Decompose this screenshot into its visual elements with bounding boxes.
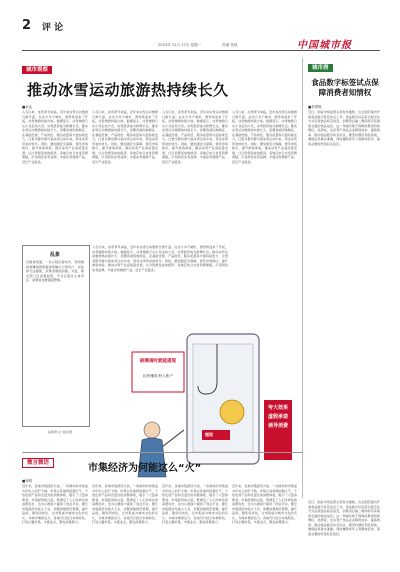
tag-city-tang: 城市唐 xyxy=(308,64,333,72)
main-body-col-4: 入冬以来，冰雪季节来临，近年来冰雪运动旅游日渐升温。在北方多个城市，滑雪场迎来了开板，冰雪旅游持续火热。数据显示，冰雪旅游已从小众走向大众，冰雪经济成为新增长点。推动冰雪运动旅游热持续长久，需要各地因地制宜，在基础设施、产品供给、服务质量等方面持续发力，让更多群众参与到冰雪运动中来，享受冰雪带来的快乐。同时，要加强安全保障，规范市场秩序，提升游客体验，推动冰雪产业高质量发展，让冷资源变成热经济。各地应结合自身资源禀赋，打造特色冰雪品牌，丰富冰雪旅游产品，延长产业链条。 xyxy=(232,110,297,164)
bottom-headline: 市集经济为何能这么“火” xyxy=(88,463,202,474)
comic-title: 乱象 xyxy=(49,252,60,258)
edition-line: 责编 张弛 xyxy=(222,43,238,47)
comic-author: 赵春青/文 刘彦/图 xyxy=(48,430,72,434)
comic-phone-label: 提现 xyxy=(205,432,213,437)
column-divider xyxy=(302,58,303,498)
side-body-bottom: 近日，国家市场监管总局发布通知，在全国范围内开展食品数字标签试点工作。食品数字标签是以数字化方式呈现食品标签信息，消费者扫描二维码即可获取更全面的食品信息。这一举措有助于保障消费者的知情权、选择权，也有利于食品企业降低成本、提高效率。推动食品数字标签试点，要坚持便民利民原则，确保信息真实准确，同时兼顾老年人等群体需求，保留必要的传统标签信息。 xyxy=(308,500,380,536)
main-body-col-1: 入冬以来，冰雪季节来临，近年来冰雪运动旅游日渐升温。在北方多个城市，滑雪场迎来了开板，冰雪旅游持续火热。数据显示，冰雪旅游已从小众走向大众，冰雪经济成为新增长点。推动冰雪运动旅游热持续长久，需要各地因地制宜，在基础设施、产品供给、服务质量等方面持续发力，让更多群众参与到冰雪运动中来，享受冰雪带来的快乐。同时，要加强安全保障，规范市场秩序，提升游客体验，推动冰雪产业高质量发展，让冷资源变成热经济。各地应结合自身资源禀赋，打造特色冰雪品牌，丰富冰雪旅游产品，延长产业链条。 xyxy=(22,110,88,164)
header-rule xyxy=(22,50,380,51)
bottom-byline: ■李明 xyxy=(22,479,32,483)
tag-city-observation: 城市观察 xyxy=(22,66,52,74)
bottom-rule xyxy=(22,452,302,453)
page-header xyxy=(0,0,400,51)
comic-sign-left: 刷满请时就能提现 xyxy=(140,359,176,364)
side-headline: 食品数字标签试点保障消费者知情权 xyxy=(311,78,379,97)
side-body: 近日，国家市场监管总局发布通知，在全国范围内开展食品数字标签试点工作。食品数字标签是以数字化方式呈现食品标签信息，消费者扫描二维码即可获取更全面的食品信息。这一举措有助于保障消费者的知情权、选择权，也有利于食品企业降低成本、提高效率。推动食品数字标签试点，要坚持便民利民原则，确保信息真实准确，同时兼顾老年人等群体需求，保留必要的传统标签信息。 xyxy=(308,110,380,146)
comic-caption: 有媒体报道，一些小程序游戏中，利用刷视频赚钱领取提现等噱头引诱用户，实际却无法提现，消费者维权困难。对此，相关部门应加强监管，平台应落实主体责任，消费者也要提高警惕。 xyxy=(26,260,84,282)
date-line: 2023年 11月 27日 星期一 xyxy=(158,43,202,47)
main-headline: 推动冰雪运动旅游热持续长久 xyxy=(27,81,229,99)
side-byline: ■李勇涛 xyxy=(308,105,322,109)
bottom-body-col-3: 近年来，各地市集经济火热，一些城市的市集成为年轻人的打卡地。市集以其独特的烟火气、个性化的产品和沉浸式的消费体验，吸引了大量消费者。市集经济的兴起，既满足了人们多样化的消费需求，也为小微商户提供了创业平台。要让市集经济持续火下去，需要加强规范管理，提升品质，避免同质化，让市集成为城市文化的名片，为城市增添活力。各地可以结合本地特色，打造主题市集，丰富业态，激发消费潜力。 xyxy=(162,484,228,524)
bottom-body-col-4: 近年来，各地市集经济火热，一些城市的市集成为年轻人的打卡地。市集以其独特的烟火气、个性化的产品和沉浸式的消费体验，吸引了大量消费者。市集经济的兴起，既满足了人们多样化的消费需求，也为小微商户提供了创业平台。要让市集经济持续火下去，需要加强规范管理，提升品质，避免同质化，让市集成为城市文化的名片，为城市增添活力。各地可以结合本地特色，打造主题市集，丰富业态，激发消费潜力。 xyxy=(232,484,297,524)
comic-sign-left-sub: 轻松赚钱 秒入账户 xyxy=(143,374,173,378)
page-number: 2 xyxy=(22,18,32,33)
bottom-body-col-1: 近年来，各地市集经济火热，一些城市的市集成为年轻人的打卡地。市集以其独特的烟火气、个性化的产品和沉浸式的消费体验，吸引了大量消费者。市集经济的兴起，既满足了人们多样化的消费需求，也为小微商户提供了创业平台。要让市集经济持续火下去，需要加强规范管理，提升品质，避免同质化，让市集成为城市文化的名片，为城市增添活力。各地可以结合本地特色，打造主题市集，丰富业态，激发消费潜力。 xyxy=(22,484,88,524)
comic-sign-right: 夸大效果 虚假承诺 诱导消费 xyxy=(267,405,288,429)
main-body-col-5: 入冬以来，冰雪季节来临，近年来冰雪运动旅游日渐升温。在北方多个城市，滑雪场迎来了开板，冰雪旅游持续火热。数据显示，冰雪旅游已从小众走向大众，冰雪经济成为新增长点。推动冰雪运动旅游热持续长久，需要各地因地制宜，在基础设施、产品供给、服务质量等方面持续发力，让更多群众参与到冰雪运动中来，享受冰雪带来的快乐。同时，要加强安全保障，规范市场秩序，提升游客体验，推动冰雪产业高质量发展，让冷资源变成热经济。各地应结合自身资源禀赋，打造特色冰雪品牌，丰富冰雪旅游产品，延长产业链条。 xyxy=(92,245,228,272)
bottom-body-col-2: 近年来，各地市集经济火热，一些城市的市集成为年轻人的打卡地。市集以其独特的烟火气、个性化的产品和沉浸式的消费体验，吸引了大量消费者。市集经济的兴起，既满足了人们多样化的消费需求，也为小微商户提供了创业平台。要让市集经济持续火下去，需要加强规范管理，提升品质，避免同质化，让市集成为城市文化的名片，为城市增添活力。各地可以结合本地特色，打造主题市集，丰富业态，激发消费潜力。 xyxy=(92,484,158,524)
masthead-logo: 中国城市报 xyxy=(297,40,352,51)
main-byline: ■余达 xyxy=(22,105,32,109)
section-title: 评 论 xyxy=(42,23,64,33)
tag-micro-review: 微言微语 xyxy=(22,458,54,468)
main-body-col-2: 入冬以来，冰雪季节来临，近年来冰雪运动旅游日渐升温。在北方多个城市，滑雪场迎来了开板，冰雪旅游持续火热。数据显示，冰雪旅游已从小众走向大众，冰雪经济成为新增长点。推动冰雪运动旅游热持续长久，需要各地因地制宜，在基础设施、产品供给、服务质量等方面持续发力，让更多群众参与到冰雪运动中来，享受冰雪带来的快乐。同时，要加强安全保障，规范市场秩序，提升游客体验，推动冰雪产业高质量发展，让冷资源变成热经济。各地应结合自身资源禀赋，打造特色冰雪品牌，丰富冰雪旅游产品，延长产业链条。 xyxy=(92,110,158,164)
main-body-col-3: 入冬以来，冰雪季节来临，近年来冰雪运动旅游日渐升温。在北方多个城市，滑雪场迎来了开板，冰雪旅游持续火热。数据显示，冰雪旅游已从小众走向大众，冰雪经济成为新增长点。推动冰雪运动旅游热持续长久，需要各地因地制宜，在基础设施、产品供给、服务质量等方面持续发力，让更多群众参与到冰雪运动中来，享受冰雪带来的快乐。同时，要加强安全保障，规范市场秩序，提升游客体验，推动冰雪产业高质量发展，让冷资源变成热经济。各地应结合自身资源禀赋，打造特色冰雪品牌，丰富冰雪旅游产品，延长产业链条。 xyxy=(162,110,228,164)
